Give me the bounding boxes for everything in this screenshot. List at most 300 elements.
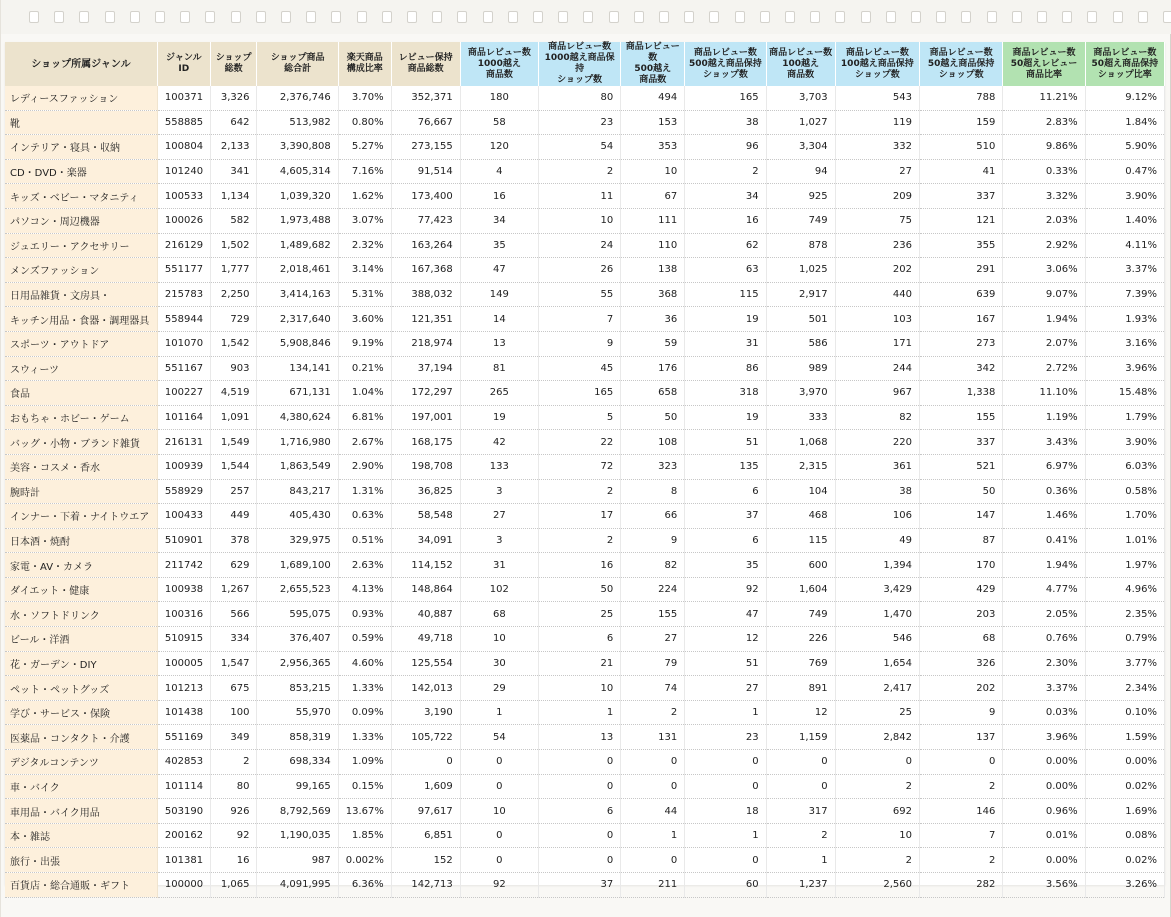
value-cell: 211 [621, 873, 685, 898]
binding-ring [558, 11, 568, 23]
value-cell: 42 [460, 430, 538, 455]
value-cell: 1 [460, 700, 538, 725]
value-cell: 1,025 [766, 258, 835, 283]
value-cell: 2,376,746 [257, 86, 338, 110]
value-cell: 120 [460, 135, 538, 160]
value-cell: 0.00% [1003, 848, 1085, 873]
value-cell: 35 [685, 553, 766, 578]
table-row [5, 504, 1165, 529]
value-cell: 165 [685, 86, 766, 110]
value-cell: 0.79% [1085, 627, 1164, 652]
table-row [5, 208, 1165, 233]
value-cell: 60 [685, 873, 766, 898]
value-cell: 582 [210, 208, 257, 233]
binding-ring [306, 11, 316, 23]
table-row [5, 676, 1165, 701]
value-cell: 2.32% [338, 233, 391, 258]
binding-ring [508, 11, 518, 23]
binding-ring [961, 11, 971, 23]
value-cell: 5,908,846 [257, 331, 338, 356]
value-cell: 37,194 [391, 356, 460, 381]
value-cell: 115 [766, 528, 835, 553]
value-cell: 13.67% [338, 799, 391, 824]
genre-name-cell: 食品 [5, 381, 157, 406]
value-cell: 368 [621, 282, 685, 307]
value-cell: 1.19% [1003, 405, 1085, 430]
value-cell: 5 [538, 405, 620, 430]
value-cell: 168,175 [391, 430, 460, 455]
value-cell: 131 [621, 725, 685, 750]
table-row [5, 454, 1165, 479]
value-cell: 173,400 [391, 184, 460, 209]
value-cell: 788 [920, 86, 1003, 110]
value-cell: 1,237 [766, 873, 835, 898]
value-cell: 26 [538, 258, 620, 283]
value-cell: 13 [460, 331, 538, 356]
value-cell: 51 [685, 430, 766, 455]
genre-name-cell: デジタルコンテンツ [5, 750, 157, 775]
value-cell: 1,489,682 [257, 233, 338, 258]
value-cell: 142,013 [391, 676, 460, 701]
table-row [5, 430, 1165, 455]
value-cell: 44 [621, 799, 685, 824]
value-cell: 1.40% [1085, 208, 1164, 233]
value-cell: 202 [835, 258, 919, 283]
value-cell: 172,297 [391, 381, 460, 406]
value-cell: 3.77% [1085, 651, 1164, 676]
value-cell: 216129 [157, 233, 210, 258]
value-cell: 10 [621, 159, 685, 184]
value-cell: 17 [538, 504, 620, 529]
value-cell: 2 [766, 823, 835, 848]
value-cell: 3,429 [835, 577, 919, 602]
value-cell: 1,027 [766, 110, 835, 135]
value-cell: 1.33% [338, 676, 391, 701]
value-cell: 49,718 [391, 627, 460, 652]
value-cell: 510915 [157, 627, 210, 652]
value-cell: 675 [210, 676, 257, 701]
value-cell: 2 [538, 528, 620, 553]
table-row [5, 405, 1165, 430]
genre-name-cell: 車用品・バイク用品 [5, 799, 157, 824]
binding-ring [684, 11, 694, 23]
value-cell: 100005 [157, 651, 210, 676]
value-cell: 92 [210, 823, 257, 848]
genre-name-cell: 日用品雑貨・文房具・ [5, 282, 157, 307]
value-cell: 3.37% [1003, 676, 1085, 701]
value-cell: 6 [685, 479, 766, 504]
value-cell: 36,825 [391, 479, 460, 504]
value-cell: 2.72% [1003, 356, 1085, 381]
value-cell: 341 [210, 159, 257, 184]
binding-ring [659, 11, 669, 23]
value-cell: 79 [621, 651, 685, 676]
value-cell: 137 [920, 725, 1003, 750]
binding-ring [54, 11, 64, 23]
value-cell: 1,338 [920, 381, 1003, 406]
genre-name-cell: 旅行・出張 [5, 848, 157, 873]
value-cell: 513,982 [257, 110, 338, 135]
binding-ring [936, 11, 946, 23]
value-cell: 3 [460, 479, 538, 504]
value-cell: 334 [210, 627, 257, 652]
value-cell: 0.02% [1085, 848, 1164, 873]
genre-name-cell: 百貨店・総合通販・ギフト [5, 873, 157, 898]
value-cell: 121 [920, 208, 1003, 233]
genre-name-cell: ジュエリー・アクセサリー [5, 233, 157, 258]
value-cell: 114,152 [391, 553, 460, 578]
table-row [5, 750, 1165, 775]
value-cell: 3.96% [1003, 725, 1085, 750]
table-row [5, 774, 1165, 799]
value-cell: 100 [210, 700, 257, 725]
value-cell: 25 [538, 602, 620, 627]
genre-name-cell: 腕時計 [5, 479, 157, 504]
value-cell: 891 [766, 676, 835, 701]
value-cell: 2 [538, 479, 620, 504]
value-cell: 2,917 [766, 282, 835, 307]
value-cell: 566 [210, 602, 257, 627]
value-cell: 101438 [157, 700, 210, 725]
binding-ring [709, 11, 719, 23]
value-cell: 925 [766, 184, 835, 209]
value-cell: 0 [621, 848, 685, 873]
value-cell: 521 [920, 454, 1003, 479]
value-cell: 87 [920, 528, 1003, 553]
value-cell: 2,315 [766, 454, 835, 479]
value-cell: 197,001 [391, 405, 460, 430]
binding-ring [331, 11, 341, 23]
value-cell: 10 [835, 823, 919, 848]
value-cell: 58 [460, 110, 538, 135]
genre-name-cell: 車・バイク [5, 774, 157, 799]
value-cell: 1,542 [210, 331, 257, 356]
value-cell: 27 [621, 627, 685, 652]
value-cell: 3.16% [1085, 331, 1164, 356]
value-cell: 1,777 [210, 258, 257, 283]
value-cell: 34,091 [391, 528, 460, 553]
genre-name-cell: 花・ガーデン・DIY [5, 651, 157, 676]
value-cell: 0.63% [338, 504, 391, 529]
value-cell: 0 [621, 750, 685, 775]
value-cell: 2,560 [835, 873, 919, 898]
value-cell: 62 [685, 233, 766, 258]
value-cell: 11 [538, 184, 620, 209]
value-cell: 96 [685, 135, 766, 160]
value-cell: 36 [621, 307, 685, 332]
table-body [5, 86, 1165, 897]
value-cell: 257 [210, 479, 257, 504]
value-cell: 0 [538, 823, 620, 848]
value-cell: 40,887 [391, 602, 460, 627]
value-cell: 171 [835, 331, 919, 356]
value-cell: 926 [210, 799, 257, 824]
value-cell: 2.83% [1003, 110, 1085, 135]
value-cell: 11.21% [1003, 86, 1085, 110]
value-cell: 5.31% [338, 282, 391, 307]
value-cell: 600 [766, 553, 835, 578]
binding-ring [911, 11, 921, 23]
value-cell: 333 [766, 405, 835, 430]
genre-name-cell: スウィーツ [5, 356, 157, 381]
value-cell: 119 [835, 110, 919, 135]
binding-ring [79, 11, 89, 23]
value-cell: 639 [920, 282, 1003, 307]
value-cell: 1.46% [1003, 504, 1085, 529]
value-cell: 100316 [157, 602, 210, 627]
binding-ring [583, 11, 593, 23]
binding-ring [256, 11, 266, 23]
value-cell: 4.96% [1085, 577, 1164, 602]
value-cell: 0.15% [338, 774, 391, 799]
value-cell: 1 [766, 848, 835, 873]
value-cell: 4.60% [338, 651, 391, 676]
value-cell: 551169 [157, 725, 210, 750]
value-cell: 0.08% [1085, 823, 1164, 848]
value-cell: 586 [766, 331, 835, 356]
value-cell: 104 [766, 479, 835, 504]
table-row [5, 700, 1165, 725]
value-cell: 2,417 [835, 676, 919, 701]
genre-name-cell: ペット・ペットグッズ [5, 676, 157, 701]
column-header: 商品レビュー数 1000越え商品保持 ショップ数 [538, 42, 620, 86]
value-cell: 0 [460, 848, 538, 873]
value-cell: 273 [920, 331, 1003, 356]
value-cell: 6.36% [338, 873, 391, 898]
table-row [5, 86, 1165, 110]
binding-ring [357, 11, 367, 23]
value-cell: 153 [621, 110, 685, 135]
value-cell: 167,368 [391, 258, 460, 283]
value-cell: 0 [391, 750, 460, 775]
value-cell: 1,547 [210, 651, 257, 676]
value-cell: 2 [920, 848, 1003, 873]
value-cell: 86 [685, 356, 766, 381]
value-cell: 405,430 [257, 504, 338, 529]
value-cell: 27 [835, 159, 919, 184]
value-cell: 7 [920, 823, 1003, 848]
value-cell: 1.84% [1085, 110, 1164, 135]
table-row [5, 528, 1165, 553]
value-cell: 0 [685, 848, 766, 873]
value-cell: 329,975 [257, 528, 338, 553]
value-cell: 3,703 [766, 86, 835, 110]
value-cell: 100804 [157, 135, 210, 160]
value-cell: 31 [460, 553, 538, 578]
value-cell: 853,215 [257, 676, 338, 701]
binding-ring [180, 11, 190, 23]
value-cell: 1,604 [766, 577, 835, 602]
value-cell: 72 [538, 454, 620, 479]
value-cell: 1 [685, 823, 766, 848]
value-cell: 149 [460, 282, 538, 307]
value-cell: 2,842 [835, 725, 919, 750]
value-cell: 1,502 [210, 233, 257, 258]
value-cell: 68 [460, 602, 538, 627]
value-cell: 9 [920, 700, 1003, 725]
table-row [5, 159, 1165, 184]
value-cell: 74 [621, 676, 685, 701]
value-cell: 138 [621, 258, 685, 283]
value-cell: 82 [835, 405, 919, 430]
value-cell: 121,351 [391, 307, 460, 332]
value-cell: 155 [621, 602, 685, 627]
value-cell: 13 [538, 725, 620, 750]
value-cell: 27 [685, 676, 766, 701]
value-cell: 25 [835, 700, 919, 725]
value-cell: 551167 [157, 356, 210, 381]
genre-name-cell: インテリア・寝具・収納 [5, 135, 157, 160]
value-cell: 546 [835, 627, 919, 652]
value-cell: 987 [257, 848, 338, 873]
value-cell: 323 [621, 454, 685, 479]
genre-name-cell: キッズ・ベビー・マタニティ [5, 184, 157, 209]
binding-ring [861, 11, 871, 23]
value-cell: 440 [835, 282, 919, 307]
value-cell: 3,326 [210, 86, 257, 110]
value-cell: 3.37% [1085, 258, 1164, 283]
binding-ring [735, 11, 745, 23]
value-cell: 2,956,365 [257, 651, 338, 676]
genre-name-cell: インナー・下着・ナイトウエア [5, 504, 157, 529]
value-cell: 3 [460, 528, 538, 553]
value-cell: 355 [920, 233, 1003, 258]
value-cell: 9.07% [1003, 282, 1085, 307]
binding-ring [1062, 11, 1072, 23]
value-cell: 353 [621, 135, 685, 160]
value-cell: 843,217 [257, 479, 338, 504]
value-cell: 0.00% [1085, 750, 1164, 775]
spiral-binding [1, 0, 1171, 34]
value-cell: 2.34% [1085, 676, 1164, 701]
value-cell: 0.59% [338, 627, 391, 652]
value-cell: 9.86% [1003, 135, 1085, 160]
value-cell: 236 [835, 233, 919, 258]
value-cell: 67 [621, 184, 685, 209]
value-cell: 543 [835, 86, 919, 110]
value-cell: 159 [920, 110, 1003, 135]
value-cell: 337 [920, 184, 1003, 209]
value-cell: 92 [460, 873, 538, 898]
value-cell: 4.11% [1085, 233, 1164, 258]
value-cell: 82 [621, 553, 685, 578]
value-cell: 38 [835, 479, 919, 504]
value-cell: 551177 [157, 258, 210, 283]
value-cell: 352,371 [391, 86, 460, 110]
binding-ring [483, 11, 493, 23]
value-cell: 3.06% [1003, 258, 1085, 283]
value-cell: 81 [460, 356, 538, 381]
value-cell: 332 [835, 135, 919, 160]
value-cell: 282 [920, 873, 1003, 898]
value-cell: 2.63% [338, 553, 391, 578]
value-cell: 76,667 [391, 110, 460, 135]
value-cell: 337 [920, 430, 1003, 455]
value-cell: 176 [621, 356, 685, 381]
value-cell: 642 [210, 110, 257, 135]
genre-name-cell: メンズファッション [5, 258, 157, 283]
value-cell: 22 [538, 430, 620, 455]
value-cell: 0.21% [338, 356, 391, 381]
table-row [5, 184, 1165, 209]
value-cell: 147 [920, 504, 1003, 529]
value-cell: 4.13% [338, 577, 391, 602]
value-cell: 749 [766, 208, 835, 233]
value-cell: 0.47% [1085, 159, 1164, 184]
binding-ring [1012, 11, 1022, 23]
value-cell: 4,091,995 [257, 873, 338, 898]
value-cell: 265 [460, 381, 538, 406]
value-cell: 100939 [157, 454, 210, 479]
column-header: 商品レビュー数 500越え商品保持 ショップ数 [685, 42, 766, 86]
column-header: 商品レビュー数 100越え 商品数 [766, 42, 835, 86]
value-cell: 0 [766, 774, 835, 799]
column-header: 商品レビュー数 100越え商品保持 ショップ数 [835, 42, 919, 86]
value-cell: 9 [621, 528, 685, 553]
value-cell: 0 [685, 750, 766, 775]
value-cell: 749 [766, 602, 835, 627]
value-cell: 3,390,808 [257, 135, 338, 160]
value-cell: 5.27% [338, 135, 391, 160]
value-cell: 11.10% [1003, 381, 1085, 406]
value-cell: 31 [685, 331, 766, 356]
value-cell: 967 [835, 381, 919, 406]
binding-ring [1037, 11, 1047, 23]
value-cell: 1,863,549 [257, 454, 338, 479]
binding-ring [281, 11, 291, 23]
value-cell: 3.32% [1003, 184, 1085, 209]
genre-name-cell: 本・雑誌 [5, 823, 157, 848]
value-cell: 342 [920, 356, 1003, 381]
genre-name-cell: 学び・サービス・保険 [5, 700, 157, 725]
column-header: ショップ所属ジャンル [5, 42, 157, 86]
value-cell: 468 [766, 504, 835, 529]
genre-name-cell: 日本酒・焼酎 [5, 528, 157, 553]
value-cell: 3,304 [766, 135, 835, 160]
value-cell: 1,039,320 [257, 184, 338, 209]
value-cell: 47 [685, 602, 766, 627]
value-cell: 34 [460, 208, 538, 233]
value-cell: 2,655,523 [257, 577, 338, 602]
binding-ring [1163, 11, 1171, 23]
value-cell: 4,380,624 [257, 405, 338, 430]
value-cell: 101213 [157, 676, 210, 701]
value-cell: 5.90% [1085, 135, 1164, 160]
value-cell: 6.81% [338, 405, 391, 430]
value-cell: 101240 [157, 159, 210, 184]
value-cell: 80 [538, 86, 620, 110]
value-cell: 658 [621, 381, 685, 406]
value-cell: 2.30% [1003, 651, 1085, 676]
table-row [5, 725, 1165, 750]
value-cell: 402853 [157, 750, 210, 775]
value-cell: 1.62% [338, 184, 391, 209]
value-cell: 45 [538, 356, 620, 381]
value-cell: 7.39% [1085, 282, 1164, 307]
column-header: ジャンル ID [157, 42, 210, 86]
value-cell: 0.02% [1085, 774, 1164, 799]
value-cell: 388,032 [391, 282, 460, 307]
binding-ring [785, 11, 795, 23]
value-cell: 2 [538, 159, 620, 184]
value-cell: 100938 [157, 577, 210, 602]
value-cell: 1,689,100 [257, 553, 338, 578]
value-cell: 224 [621, 577, 685, 602]
value-cell: 19 [685, 307, 766, 332]
genre-name-cell: 靴 [5, 110, 157, 135]
value-cell: 244 [835, 356, 919, 381]
value-cell: 134,141 [257, 356, 338, 381]
